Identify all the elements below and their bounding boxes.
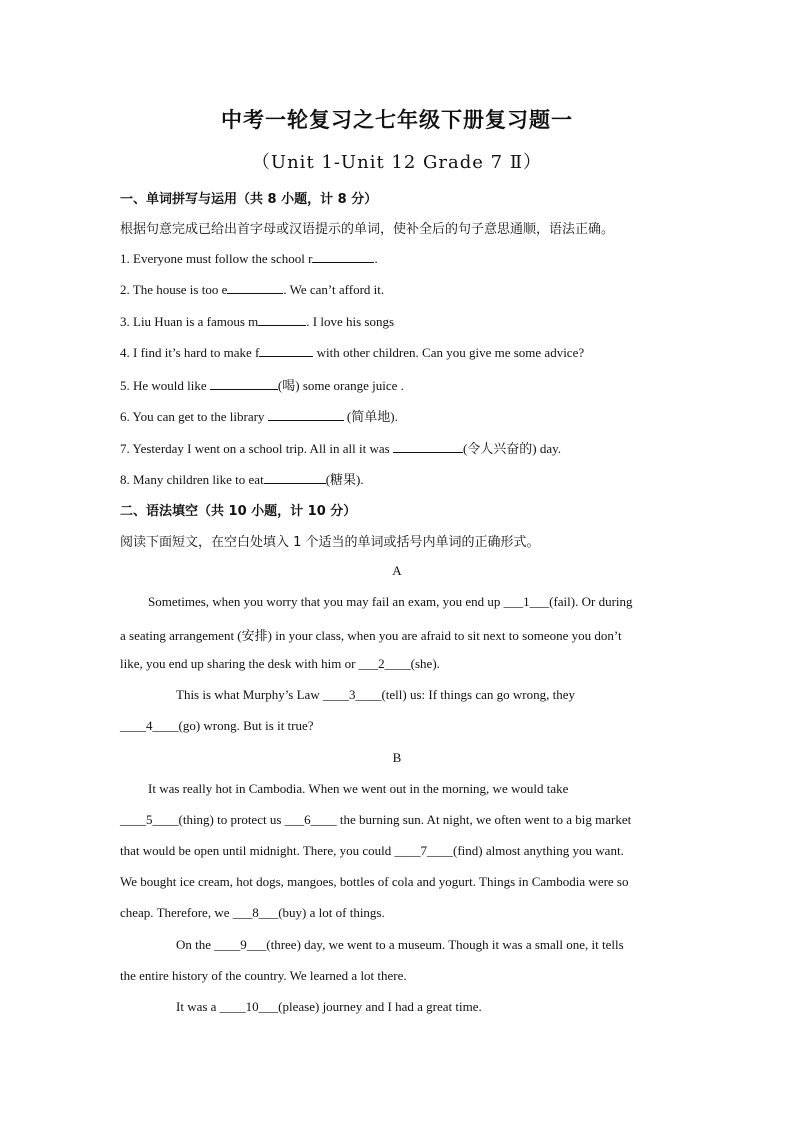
question-text: (糖果). [325, 472, 364, 487]
question-text: 5. He would like [120, 378, 210, 393]
question-3 [120, 313, 680, 330]
question-7 [120, 438, 680, 457]
passage-b-line: On the ____9___(three) day, we went to a museum. Though it was a small one, it tells [176, 937, 624, 952]
section2-instruction: 阅读下面短文，在空白处填入 1 个适当的单词或括号内单词的正确形式。 [120, 535, 540, 550]
page-subtitle: （Unit 1-Unit 12 Grade 7 Ⅱ） [251, 152, 543, 173]
answer-blank [258, 313, 306, 326]
passage-b-label: B [392, 750, 402, 765]
question-text: (简单地). [343, 409, 398, 424]
question-1 [120, 250, 680, 267]
page-title: 中考一轮复习之七年级下册复习题一 [221, 107, 573, 132]
passage-b-line: It was really hot in Cambodia. When we went out in the morning, we would take [148, 781, 569, 796]
question-text: . [374, 251, 378, 266]
section2-heading: 二、语法填空（共 10 小题，计 10 分） [120, 504, 357, 519]
question-text: 8. Many children like to eat [120, 472, 264, 487]
answer-blank [210, 377, 278, 390]
answer-blank [312, 250, 374, 263]
passage-b-line: cheap. Therefore, we ___8___(buy) a lot of things. [120, 905, 385, 920]
question-4 [120, 344, 680, 361]
passage-a-line: This is what Murphy’s Law ____3____(tell) us: If things can go wrong, they [176, 687, 575, 702]
answer-blank [259, 344, 313, 357]
question-text: 4. I find it’s hard to make f [120, 345, 260, 360]
question-text: (令人兴奋的) day. [462, 441, 562, 456]
question-text: 3. Liu Huan is a famous m [120, 314, 259, 329]
passage-b-line: It was a ____10___(please) journey and I had a great time. [176, 999, 482, 1014]
answer-blank [227, 281, 283, 294]
question-text: . I love his songs [306, 314, 395, 329]
question-text: 7. Yesterday I went on a school trip. All in all it was [120, 441, 393, 456]
passage-a-label: A [392, 563, 402, 578]
question-text: 6. You can get to the library [120, 409, 268, 424]
question-text: with other children. Can you give me some advice? [313, 345, 585, 360]
question-2 [120, 281, 680, 298]
question-5 [120, 375, 680, 394]
question-text: . We can’t afford it. [283, 282, 385, 297]
answer-blank [393, 440, 463, 453]
answer-blank [268, 408, 344, 421]
question-text: (喝) some orange juice . [277, 378, 404, 393]
question-text: 2. The house is too e [120, 282, 228, 297]
question-6 [120, 406, 680, 425]
section1-heading: 一、单词拼写与运用（共 8 小题，计 8 分） [120, 192, 378, 207]
passage-b-line: the entire history of the country. We learned a lot there. [120, 968, 407, 983]
passage-b-line: We bought ice cream, hot dogs, mangoes, bottles of cola and yogurt. Things in Cambodia were so [120, 874, 629, 889]
passage-a-line: like, you end up sharing the desk with him or ___2____(she). [120, 656, 440, 671]
answer-blank [264, 471, 326, 484]
section1-instruction: 根据句意完成已给出首字母或汉语提示的单词，使补全后的句子意思通顺，语法正确。 [120, 222, 615, 237]
question-text: 1. Everyone must follow the school r [120, 251, 313, 266]
passage-a-line: ____4____(go) wrong. But is it true? [120, 718, 314, 733]
passage-b-line: that would be open until midnight. There, you could ____7____(find) almost anything you want. [120, 843, 624, 858]
passage-a-line: Sometimes, when you worry that you may fail an exam, you end up ___1___(fail). Or during [148, 594, 633, 609]
question-8 [120, 469, 680, 488]
passage-b-line: ____5____(thing) to protect us ___6____ the burning sun. At night, we often went to a big market [120, 812, 632, 827]
passage-a-line: a seating arrangement (安排) in your class, when you are afraid to sit next to someone you don’t [120, 628, 622, 643]
